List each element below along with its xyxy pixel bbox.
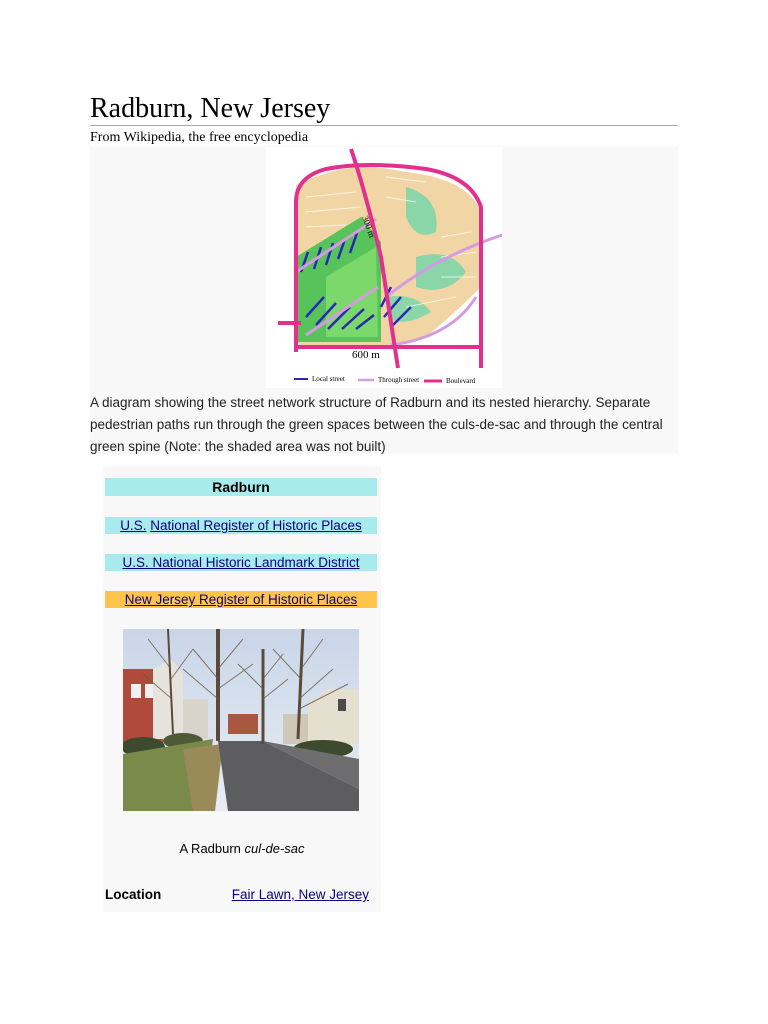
- location-label: Location: [105, 887, 162, 902]
- vertical-scale-label: 300 m: [360, 214, 378, 240]
- diagram-caption: A diagram showing the street network structure of Radburn and its nested hierarchy. Separate pedestrian paths run through the green spaces between the culs-de-sac and through the central green spine (Note: the shaded area was not built): [90, 395, 663, 454]
- njrhp-bar: [105, 591, 377, 608]
- nrhp-link[interactable]: National Register of Historic Places: [150, 518, 362, 533]
- infobox: [103, 466, 381, 912]
- radburn-street-diagram[interactable]: [266, 147, 502, 388]
- page-title: Radburn, New Jersey: [90, 93, 331, 124]
- legend-boulevard: Boulevard: [446, 377, 476, 385]
- photo-caption: [103, 841, 381, 857]
- cul-de-sac-photo-image: [123, 629, 359, 811]
- infobox-title: Radburn: [105, 478, 377, 496]
- diagram-thumbnail: [90, 146, 678, 454]
- njrhp-link[interactable]: New Jersey Register of Historic Places: [124, 592, 358, 607]
- page-tagline: From Wikipedia, the free encyclopedia: [90, 130, 309, 145]
- cul-de-sac-photo[interactable]: [123, 629, 359, 811]
- nhld-link[interactable]: U.S. National Historic Landmark District: [122, 555, 360, 570]
- photo-caption-italic: cul-de-sac: [244, 841, 305, 856]
- title-divider: [90, 125, 678, 126]
- legend-local-street: Local street: [312, 375, 345, 383]
- nrhp-bar: [105, 517, 377, 534]
- us-link[interactable]: U.S.: [120, 518, 147, 533]
- photo-caption-text: A Radburn: [179, 841, 245, 856]
- horizontal-scale-label: 600 m: [352, 349, 380, 361]
- legend-through-street: Through street: [378, 376, 420, 384]
- street-network-diagram-image: [266, 147, 502, 388]
- location-link[interactable]: Fair Lawn, New Jersey: [231, 887, 369, 902]
- nhld-bar: [105, 554, 377, 571]
